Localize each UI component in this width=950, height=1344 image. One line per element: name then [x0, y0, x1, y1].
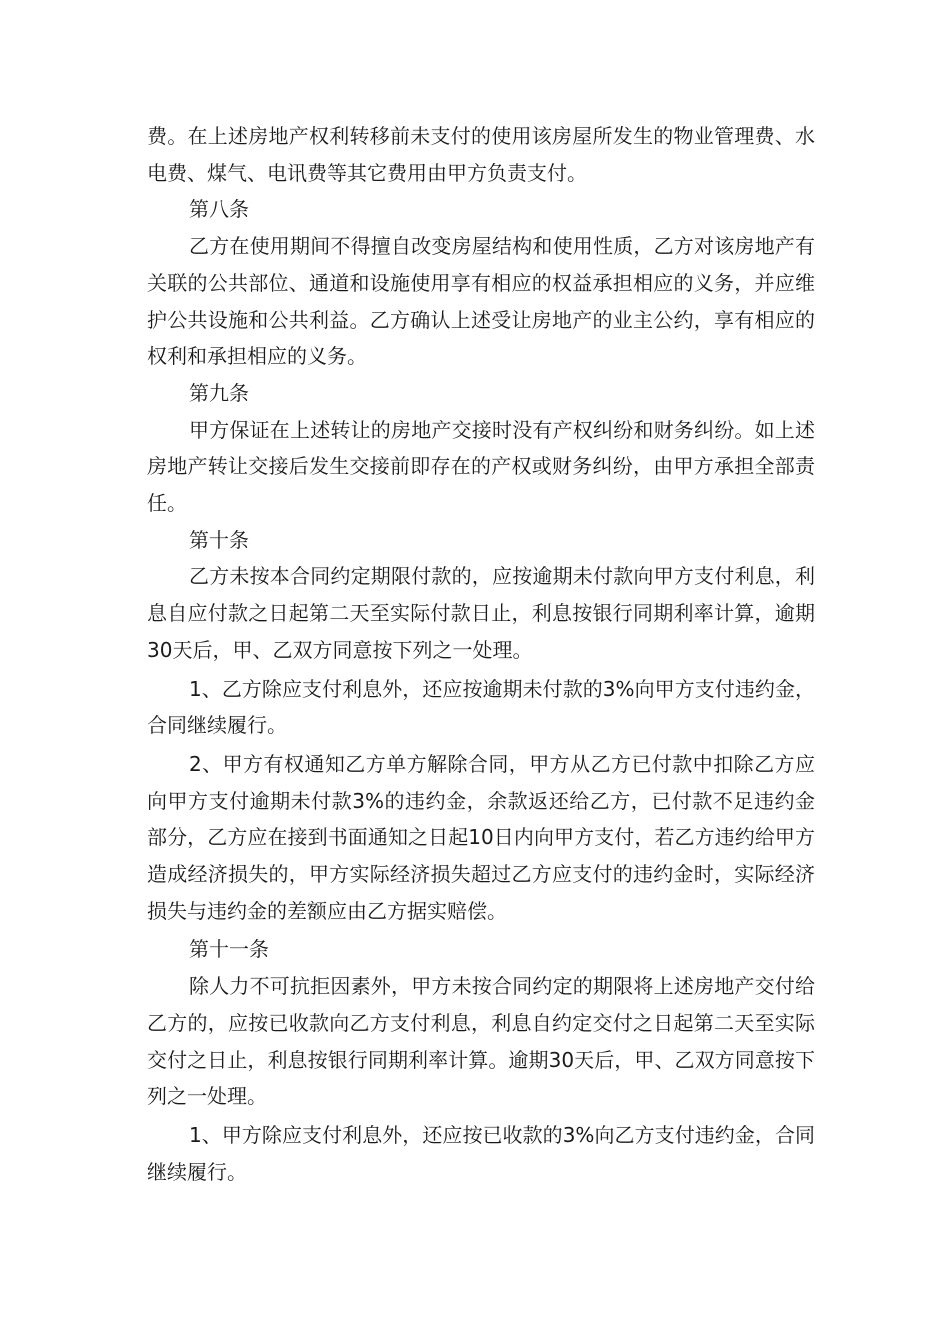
- article-8-heading: 第八条: [189, 197, 249, 222]
- article-8-text: 乙方在使用期间不得擅自改变房屋结构和使用性质，乙方对该房地产有关联的公共部位、通道和设施使用享有相应的权益承担相应的义务，并应维护公共设施和公共利益。乙方确认上述受让房地产的业主公约，享有相应的权利和承担相应的义务。: [147, 234, 815, 369]
- article-10-item-2: 2、甲方有权通知乙方单方解除合同，甲方从乙方已付款中扣除乙方应向甲方支付逾期未付款3%的违约金，余款返还给乙方，已付款不足违约金部分，乙方应在接到书面通知之日起10日内向甲方支付，若乙方违约给甲方造成经济损失的，甲方实际经济损失超过乙方应支付的违约金时，实际经济损失与违约金的差额应由乙方据实赔偿。: [147, 751, 815, 923]
- article-9-heading: 第九条: [189, 380, 249, 405]
- article-11-text: 除人力不可抗拒因素外，甲方未按合同约定的期限将上述房地产交付给乙方的，应按已收款向乙方支付利息，利息自约定交付之日起第二天至实际交付之日止，利息按银行同期利率计算。逾期30天后，甲、乙双方同意按下列之一处理。: [147, 974, 815, 1109]
- paragraph-property-fees: 费。在上述房地产权利转移前未支付的使用该房屋所发生的物业管理费、水电费、煤气、电讯费等其它费用由甲方负责支付。: [147, 124, 815, 185]
- article-11-heading: 第十一条: [189, 937, 269, 962]
- article-10-text: 乙方未按本合同约定期限付款的，应按逾期未付款向甲方支付利息，利息自应付款之日起第二天至实际付款日止，利息按银行同期利率计算，逾期30天后，甲、乙双方同意按下列之一处理。: [147, 564, 815, 662]
- article-10-item-1: 1、乙方除应支付利息外，还应按逾期未付款的3%向甲方支付违约金，合同继续履行。: [147, 676, 815, 738]
- article-11-item-1: 1、甲方除应支付利息外，还应按已收款的3%向乙方支付违约金，合同继续履行。: [147, 1122, 815, 1184]
- article-9-text: 甲方保证在上述转让的房地产交接时没有产权纠纷和财务纠纷。如上述房地产转让交接后发生交接前即存在的产权或财务纠纷，由甲方承担全部责任。: [147, 417, 815, 516]
- document-body: [147, 118, 815, 1190]
- article-10-heading: 第十条: [189, 527, 249, 552]
